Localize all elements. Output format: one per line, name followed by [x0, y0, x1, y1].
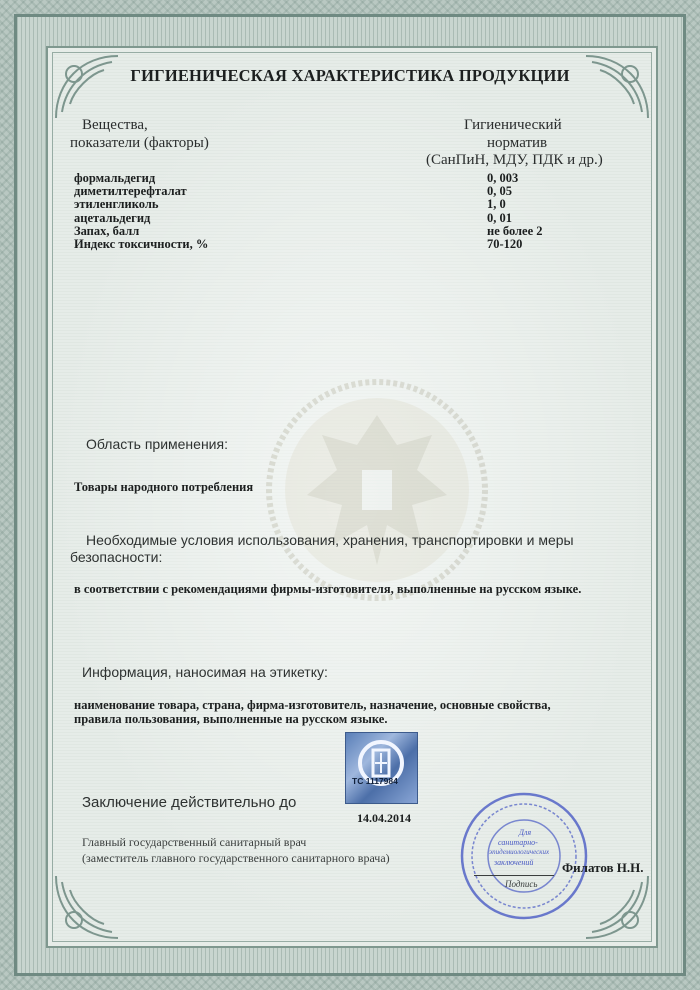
official-stamp-icon — [458, 790, 590, 922]
conditions-label-line-1: Необходимые условия использования, хранения, транспортировки и меры — [86, 532, 574, 548]
norm-header-line-3: (СанПиН, МДУ, ПДК и др.) — [426, 152, 603, 168]
scope-label: Область применения: — [86, 436, 228, 452]
substance-name: Запах, балл — [74, 223, 140, 238]
signer-name: Филатов Н.Н. — [562, 860, 644, 875]
coat-of-arms-watermark-icon — [262, 375, 492, 605]
norm-value: 70-120 — [487, 237, 523, 252]
corner-ornament-icon — [52, 872, 122, 942]
doctor-title-line-1: Главный государственный санитарный врач — [82, 835, 307, 849]
norm-header-line-2: норматив — [487, 135, 548, 151]
norm-value: 1, 0 — [487, 197, 506, 212]
validity-date: 14.04.2014 — [357, 811, 411, 825]
doctor-title-line-2: (заместитель главного государственного санитарного врача) — [82, 851, 390, 865]
stamp-line: заключений — [494, 858, 534, 867]
signature-line — [474, 875, 554, 876]
corner-ornament-icon — [582, 872, 652, 942]
stamp-line: эпидемиологических — [489, 848, 550, 856]
norm-value: не более 2 — [487, 223, 543, 238]
conditions-value: в соответствии с рекомендациями фирмы-изготовителя, выполненные на русском языке. — [74, 582, 582, 596]
substances-header-line-2: показатели (факторы) — [70, 135, 209, 151]
stamp-line: санитарно- — [498, 838, 538, 847]
stamp-line: Для — [518, 828, 532, 837]
norm-value: 0, 003 — [487, 171, 519, 185]
substance-name: этиленгликоль — [74, 197, 159, 212]
substance-name: ацетальдегид — [74, 210, 151, 225]
document-title: ГИГИЕНИЧЕСКАЯ ХАРАКТЕРИСТИКА ПРОДУКЦИИ — [130, 66, 570, 85]
norm-header-line-1: Гигиенический — [464, 117, 562, 133]
hologram-code: TC 1117984 — [352, 776, 398, 786]
label-info-value-line-1: наименование товара, страна, фирма-изготовитель, назначение, основные свойства, — [74, 698, 551, 712]
substance-name: Индекс токсичности, % — [74, 237, 209, 252]
substances-list — [74, 172, 208, 251]
substance-name: формальдегид — [74, 171, 156, 185]
norm-value: 0, 01 — [487, 210, 512, 225]
validity-label: Заключение действительно до — [82, 794, 297, 811]
norm-value: 0, 05 — [487, 184, 512, 199]
substance-name: диметилтерефталат — [74, 184, 187, 199]
norms-list — [487, 172, 543, 251]
substances-header-line-1: Вещества, — [82, 117, 148, 133]
conditions-label-line-2: безопасности: — [70, 549, 163, 565]
scope-value: Товары народного потребления — [74, 480, 254, 494]
label-info-label: Информация, наносимая на этикетку: — [82, 664, 328, 680]
hologram-sticker — [345, 732, 418, 804]
hologram-emblem-icon — [346, 733, 417, 803]
corner-ornament-icon — [582, 52, 652, 122]
corner-ornament-icon — [52, 52, 122, 122]
label-info-value-line-2: правила пользования, выполненные на русском языке. — [74, 712, 388, 726]
signature-caption: Подпись — [505, 879, 538, 889]
